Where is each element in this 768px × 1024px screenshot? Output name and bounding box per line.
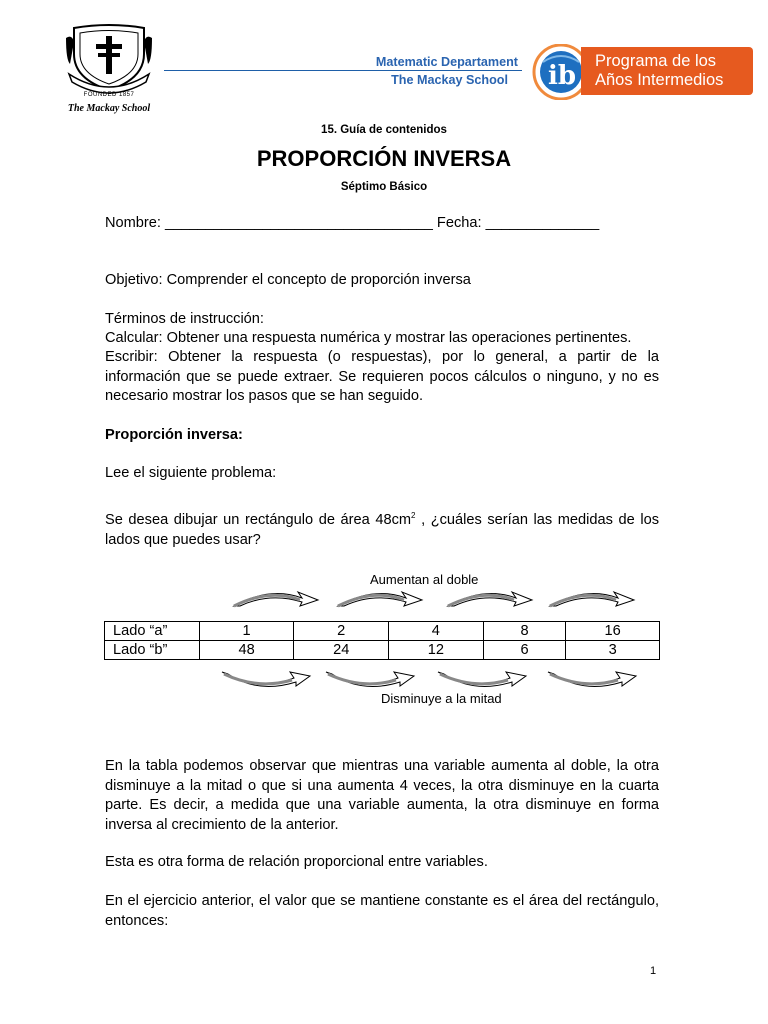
name-date-line: Nombre: _________________________________ Fecha: ______________: [105, 215, 600, 231]
curved-arrow-right-icon: [230, 588, 320, 610]
terms-calcular: Calcular: Obtener una respuesta numérica y mostrar las operaciones pertinentes.: [105, 330, 632, 346]
explanation-paragraph: En la tabla podemos observar que mientras una variable aumenta al doble, la otra disminuye a la mitad o que si una aumenta 4 veces, la otra disminuye en la cuarta parte. Es decir, a medida que una variable aumenta, la otra disminuye en forma inversa al crecimiento de la anterior.: [105, 758, 659, 833]
table-cell: 6: [483, 641, 566, 660]
crest-founded-text: FOUNDED 1857: [83, 92, 135, 98]
bottom-arrows-caption: Disminuye a la mitad: [381, 691, 502, 706]
row-label: Lado “a”: [105, 622, 200, 641]
page-title: PROPORCIÓN INVERSA: [256, 146, 512, 171]
table-cell: 8: [483, 622, 566, 641]
page-number: 1: [650, 965, 657, 977]
table-cell: 1: [199, 622, 294, 641]
crest-school-name: The Mackay School: [67, 103, 151, 114]
table-row: [105, 641, 660, 660]
ib-programme-banner: [581, 47, 753, 95]
objective-text: Objetivo: Comprender el concepto de proporción inversa: [105, 272, 471, 288]
guide-number: 15. Guía de contenidos: [321, 124, 447, 136]
problem-text-end: , ¿cuáles serían las medidas de los lados que puedes usar?: [105, 512, 659, 548]
curved-arrow-down-right-icon: [322, 668, 418, 690]
header-divider: [164, 70, 522, 71]
curved-arrow-down-right-icon: [544, 668, 640, 690]
table-cell: 2: [294, 622, 389, 641]
row-label: Lado “b”: [105, 641, 200, 660]
svg-text:ib: ib: [548, 61, 577, 91]
constant-paragraph: En el ejercicio anterior, el valor que se mantiene constante es el área del rectángulo, entonces:: [105, 893, 659, 929]
curved-arrow-right-icon: [444, 588, 534, 610]
table-cell: 12: [389, 641, 484, 660]
table-cell: 24: [294, 641, 389, 660]
curved-arrow-down-right-icon: [218, 668, 314, 690]
curved-arrow-right-icon: [546, 588, 636, 610]
ib-programme-line-1: Programa de los: [595, 52, 717, 70]
grade-level: Séptimo Básico: [340, 181, 428, 193]
school-name: The Mackay School: [391, 73, 508, 87]
ratio-table: [104, 621, 660, 660]
problem-statement: [105, 506, 659, 550]
table-row: [105, 622, 660, 641]
section-heading: Proporción inversa:: [105, 427, 243, 443]
table-cell: 48: [199, 641, 294, 660]
table-cell: 4: [389, 622, 484, 641]
table-cell: 16: [566, 622, 660, 641]
table-cell: 3: [566, 641, 660, 660]
read-problem-text: Lee el siguiente problema:: [105, 465, 277, 481]
curved-arrow-right-icon: [334, 588, 424, 610]
problem-text-start: Se desea dibujar un rectángulo de área 48cm: [105, 512, 412, 528]
ib-programme-line-2: Años Intermedios: [595, 71, 724, 89]
curved-arrow-down-right-icon: [434, 668, 530, 690]
problem-exponent: 2: [411, 511, 416, 520]
terms-heading: Términos de instrucción:: [105, 311, 264, 327]
other-form-text: Esta es otra forma de relación proporcional entre variables.: [105, 854, 488, 870]
terms-escribir: Escribir: Obtener la respuesta (o respuestas), por lo general, a partir de la información que se puede extraer. Se requieren pocos cálculos o ninguno, y no es necesario mostrar los pasos que se han seguido.: [105, 349, 659, 404]
crest-icon: [64, 24, 154, 94]
inverse-proportion-diagram: [104, 568, 660, 718]
school-crest-logo: [64, 24, 154, 116]
department-title: Matematic Departament: [375, 55, 518, 69]
top-arrows-caption: Aumentan al doble: [370, 572, 479, 587]
